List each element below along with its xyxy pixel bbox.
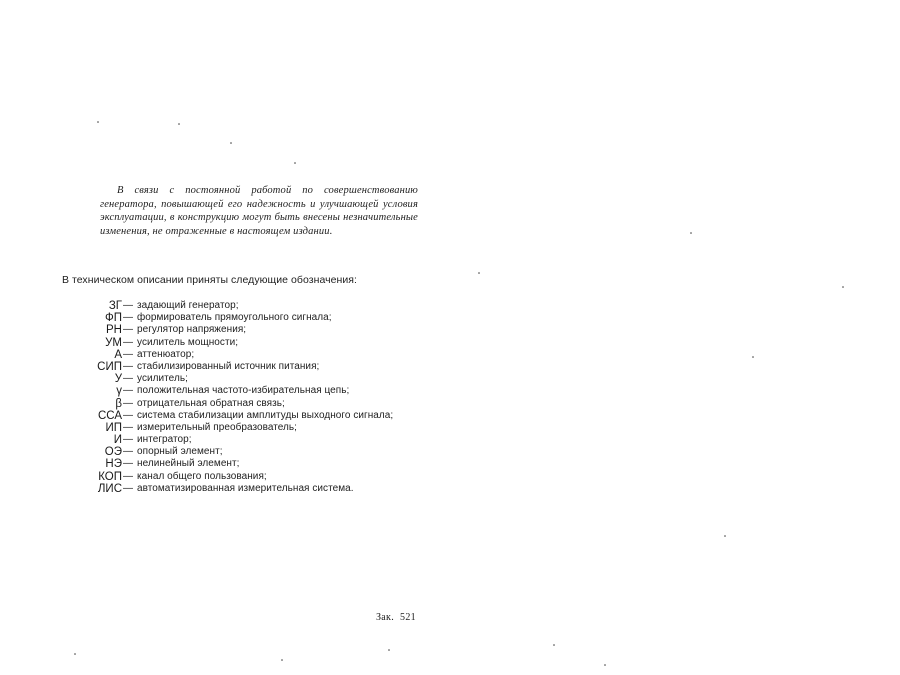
scan-speck [388,649,390,651]
designation-dash: — [123,336,133,348]
order-value: 521 [400,612,416,623]
designation-row [38,410,458,422]
order-label: Зак. [376,612,395,623]
designation-dash: — [123,360,133,372]
designation-row [38,398,458,410]
designation-dash: — [123,470,133,482]
designation-dash: — [123,385,133,397]
designation-dash: — [123,300,133,311]
designation-row [38,458,458,470]
designation-abbreviation: ЛИС [97,482,122,495]
designation-dash: — [123,421,133,433]
order-number [376,612,416,623]
designation-description: измерительный преобразователь; [137,421,298,433]
designation-row [38,337,458,349]
designation-description: канал общего пользования; [137,470,267,482]
designation-abbreviation: γ [116,385,122,398]
designation-abbreviation: И [113,434,122,447]
designation-row [38,312,458,324]
designation-row [38,422,458,434]
designation-description: регулятор напряжения; [137,324,247,336]
designation-row [38,300,458,312]
designation-dash: — [123,409,133,421]
designation-abbreviation: ЗГ [108,300,122,312]
designation-dash: — [123,482,133,494]
designation-description: автоматизированная измерительная система. [137,482,354,494]
scan-speck [553,644,555,646]
scan-speck [690,232,692,234]
scan-speck [178,123,180,125]
scan-speck [97,121,99,123]
designation-abbreviation: СИП [97,360,122,373]
scan-speck [724,535,726,537]
scan-speck [478,272,480,274]
designation-dash: — [123,348,133,360]
designation-description: интегратор; [137,434,192,446]
designation-dash: — [123,373,133,385]
designation-row [38,361,458,373]
designations-intro: В техническом описании приняты следующие обозначения: [62,274,357,286]
designation-abbreviation: НЭ [105,458,122,471]
designation-description: задающий генератор; [137,300,239,311]
designation-row [38,349,458,361]
designation-description: усилитель; [137,373,188,385]
designation-row [38,385,458,397]
designation-description: формирователь прямоугольного сигнала; [137,312,332,324]
designation-abbreviation: β [115,397,122,410]
designation-description: аттенюатор; [137,348,195,360]
designation-row [38,483,458,495]
designation-abbreviation: А [114,348,122,361]
designation-dash: — [123,397,133,409]
scan-speck [74,653,76,655]
scan-speck [294,162,296,164]
designation-row [38,373,458,385]
designation-abbreviation: РН [106,324,122,337]
designation-abbreviation: ИП [105,421,122,434]
designation-description: положительная частото-избирательная цепь; [137,385,350,397]
designation-abbreviation: У [114,373,122,386]
designation-dash: — [123,324,133,336]
designations-list [38,300,458,495]
designation-row [38,446,458,458]
designation-description: отрицательная обратная связь; [137,397,285,409]
designation-description: нелинейный элемент; [137,458,240,470]
scan-speck [230,142,232,144]
designation-row [38,471,458,483]
designation-dash: — [123,458,133,470]
designation-dash: — [123,434,133,446]
designation-description: усилитель мощности; [137,336,239,348]
designation-abbreviation: ССА [97,409,122,422]
designation-abbreviation: ОЭ [104,446,122,459]
designation-abbreviation: КОП [98,470,122,483]
designation-dash: — [123,312,133,324]
designation-row [38,324,458,336]
designation-description: стабилизированный источник питания; [137,360,320,372]
designation-abbreviation: УМ [105,336,122,349]
scan-speck [842,286,844,288]
designation-row [38,434,458,446]
scan-speck [604,664,606,666]
revision-notice-text: В связи с постоянной работой по совершенствованию генератора, повышающей его надежность и улучшающей условия эксплуатации, в конструкцию могут быть внесены незначительные изменения, не отраженные в настоящем издании. [100,185,418,237]
scan-speck [281,659,283,661]
scan-speck [752,356,754,358]
designation-description: опорный элемент; [137,446,223,458]
revision-notice [100,184,418,238]
designation-dash: — [123,446,133,458]
designation-description: система стабилизации амплитуды выходного сигнала; [137,409,394,421]
designation-abbreviation: ФП [104,312,122,325]
